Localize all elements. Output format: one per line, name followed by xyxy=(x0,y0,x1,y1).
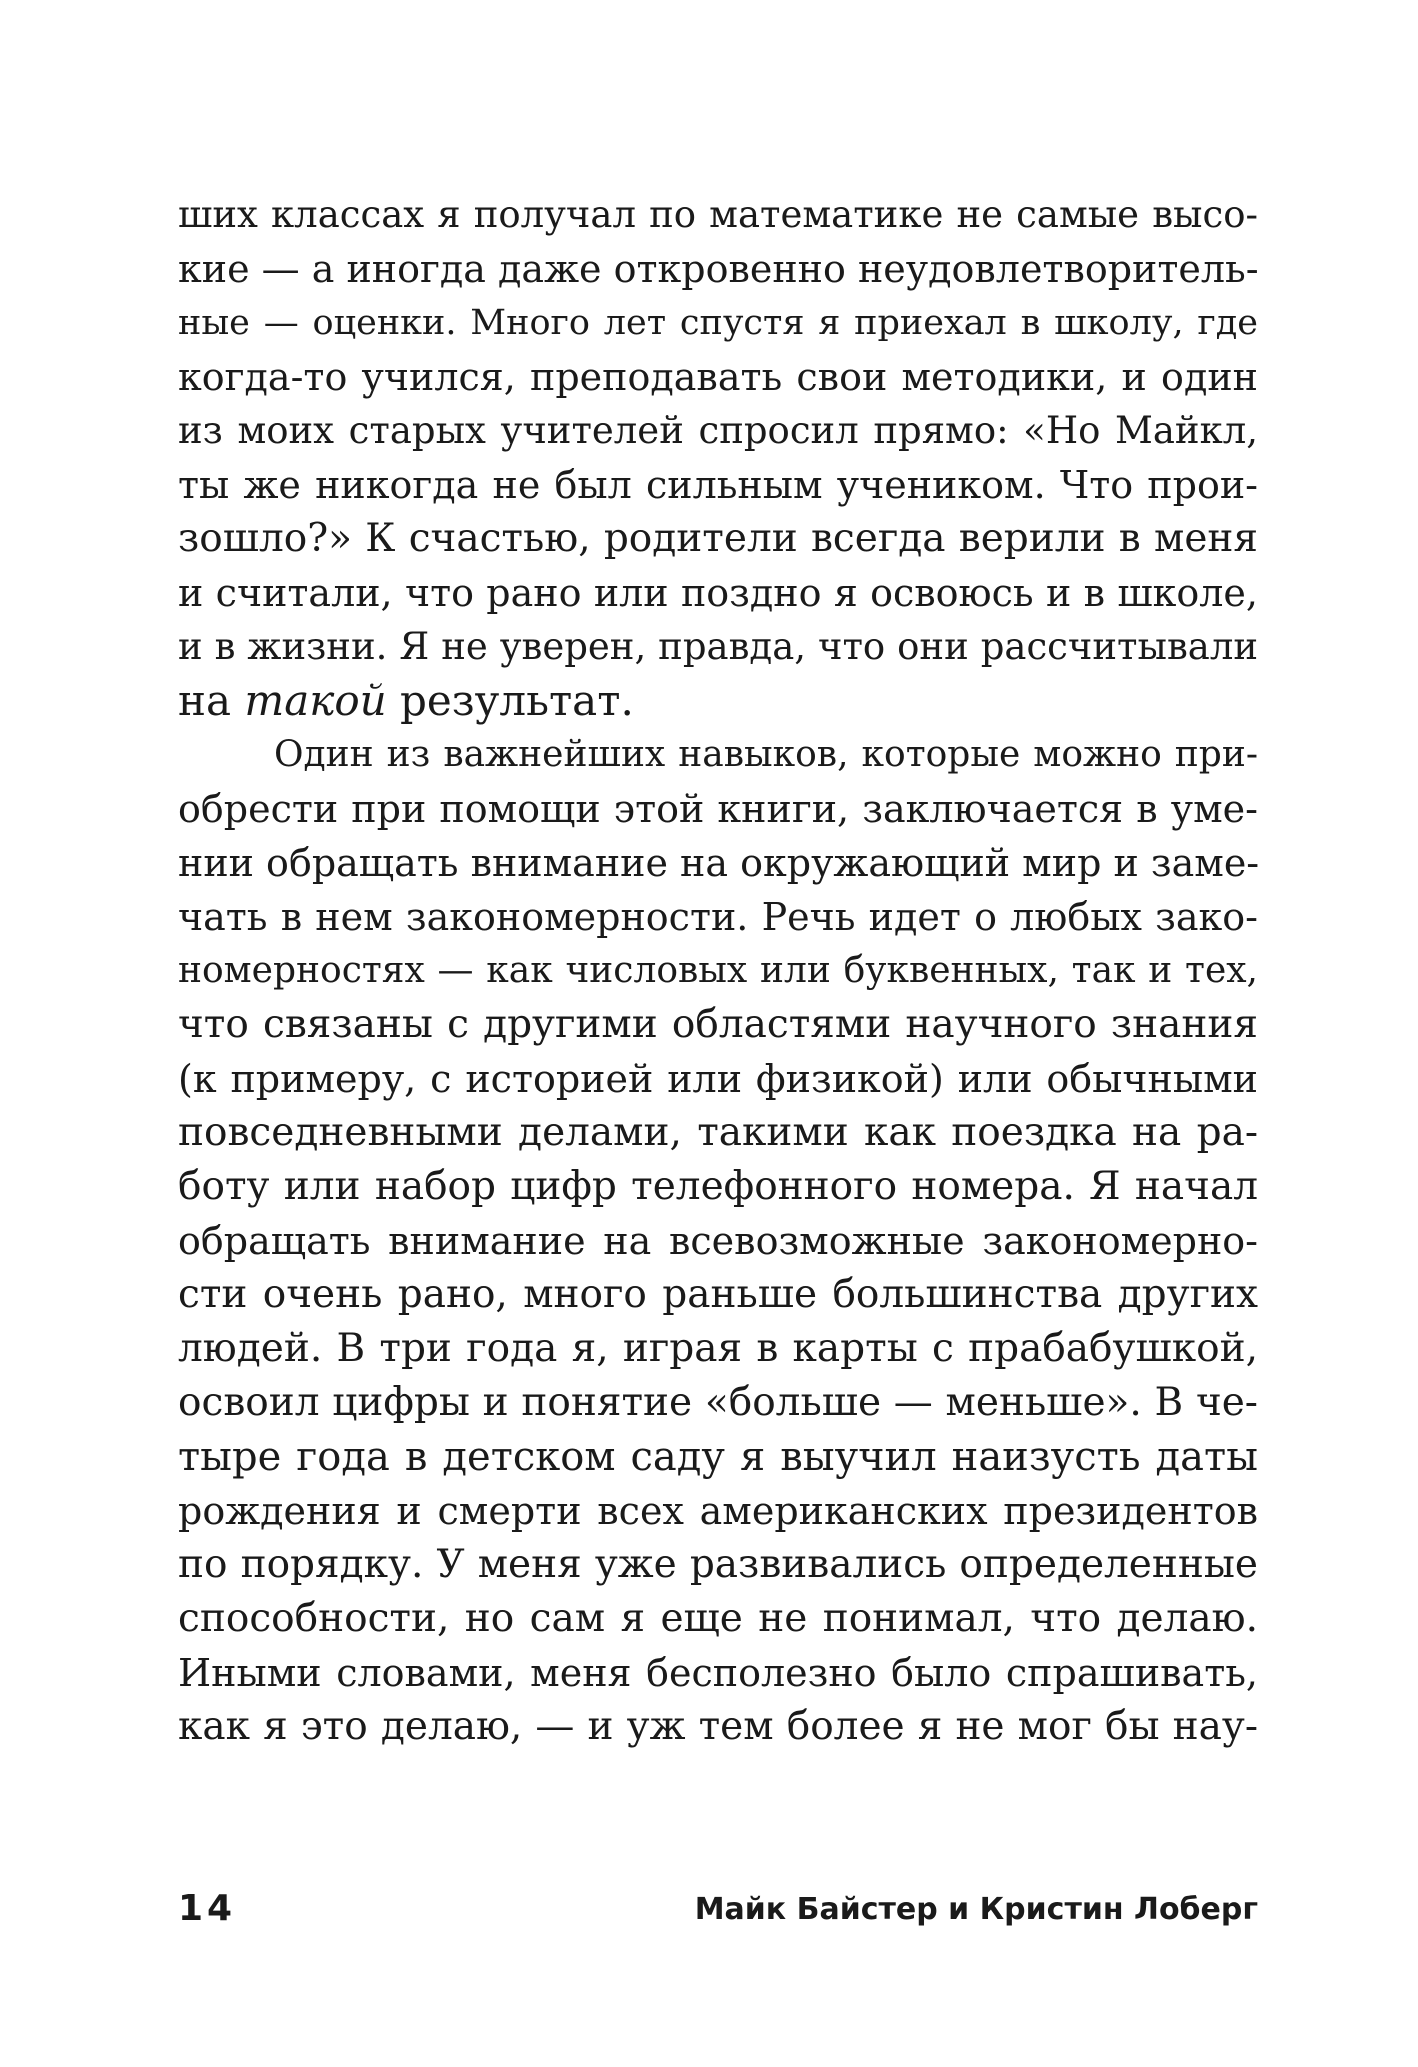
text-line: ших классах я получал по математике не самые высо- xyxy=(178,193,1258,236)
paragraph-1 xyxy=(178,188,1258,728)
text-line: из моих старых учителей спросил прямо: «Но Майкл, xyxy=(178,409,1258,452)
text-line: по порядку. У меня уже развивались определенные xyxy=(178,1542,1258,1587)
text-line: рождения и смерти всех американских президентов xyxy=(178,1489,1258,1533)
text-line: боту или набор цифр телефонного номера. Я начал xyxy=(178,1164,1258,1209)
text-line: кие — а иногда даже откровенно неудовлетворитель- xyxy=(178,247,1259,291)
text-line: когда-то учился, преподавать свои методики, и один xyxy=(178,355,1258,399)
text-line: что связаны с другими областями научного знания xyxy=(178,1002,1258,1047)
running-footer-authors: Майк Байстер и Кристин Лоберг xyxy=(694,1892,1258,1927)
text-line: (к примеру, с историей или физикой) или обычными xyxy=(178,1057,1258,1101)
page-footer xyxy=(178,1888,1258,1938)
paragraph-2 xyxy=(178,728,1258,1754)
text-line: повседневными делами, такими как поездка на ра- xyxy=(178,1110,1258,1155)
text-line: как я это делаю, — и уж тем более я не мог бы нау- xyxy=(178,1704,1258,1749)
text-fragment: на xyxy=(178,676,245,725)
text-line: людей. В три года я, играя в карты с прабабушкой, xyxy=(178,1326,1258,1371)
text-line: номерностях — как числовых или буквенных, так и тех, xyxy=(178,950,1258,991)
text-line: Иными словами, меня бесполезно было спрашивать, xyxy=(178,1651,1258,1695)
text-line: способности, но сам я еще не понимал, что делаю. xyxy=(178,1596,1258,1641)
text-line-indented: Один из важнейших навыков, которые можно при- xyxy=(274,734,1258,775)
text-line: тыре года в детском саду я выучил наизусть даты xyxy=(178,1434,1258,1480)
text-fragment: результат. xyxy=(386,676,634,725)
emphasized-word: такой xyxy=(244,676,387,725)
text-line: обращать внимание на всевозможные закономерно- xyxy=(178,1219,1258,1263)
text-line: ты же никогда не был сильным учеником. Что прои- xyxy=(178,463,1258,507)
text-line: и в жизни. Я не уверен, правда, что они рассчитывали xyxy=(178,625,1258,668)
text-line: обрести при помощи этой книги, заключается в уме- xyxy=(178,787,1258,831)
page-number: 14 xyxy=(178,1888,237,1929)
text-line-last xyxy=(178,674,1258,728)
text-line: чать в нем закономерности. Речь идет о любых зако- xyxy=(178,895,1258,939)
text-line: ные — оценки. Много лет спустя я приехал в школу, где xyxy=(178,303,1258,343)
text-line: освоил цифры и понятие «больше — меньше». В че- xyxy=(178,1380,1258,1425)
text-line: сти очень рано, много раньше большинства других xyxy=(178,1272,1258,1317)
body-text xyxy=(178,188,1258,1754)
text-line: и считали, что рано или поздно я освоюсь и в школе, xyxy=(178,571,1258,615)
text-line: нии обращать внимание на окружающий мир и заме- xyxy=(178,841,1260,885)
text-line: зошло?» К счастью, родители всегда верили в меня xyxy=(178,516,1258,561)
